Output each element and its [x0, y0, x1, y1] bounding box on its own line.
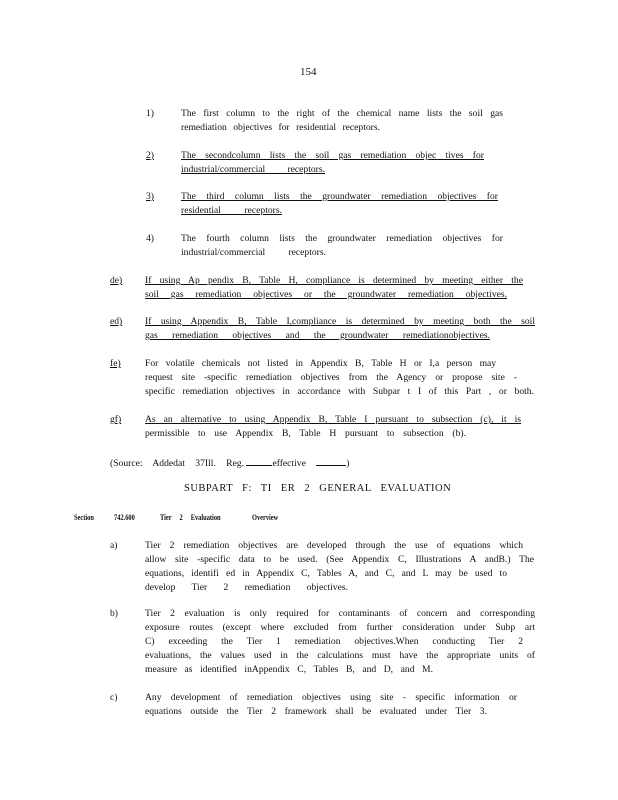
item-label: de)	[110, 275, 123, 286]
effective-date-blank	[316, 456, 346, 466]
item-line: residential receptors.	[181, 205, 282, 216]
item-line: C) exceeding the Tier 1 remediation objectives.When conducting Tier 2	[145, 636, 523, 647]
item-label: a)	[110, 540, 118, 551]
item-line: remediation objectives for residential receptors.	[181, 122, 381, 133]
item-line: The secondcolumn lists the soil gas remediation objec tives for	[181, 150, 484, 161]
source-effective: effective	[272, 458, 306, 469]
item-label: 2)	[146, 150, 154, 161]
item-line: request site -specific remediation objectives from the Agency or propose site -	[145, 372, 517, 383]
item-line: Tier 2 remediation objectives are developed through the use of equations which	[145, 540, 523, 551]
item-label: 4)	[146, 233, 154, 244]
item-line: industrial/commercial receptors.	[181, 164, 325, 175]
item-label: c)	[110, 692, 118, 703]
section-number: 742.600	[114, 513, 135, 522]
item-line: If using Ap pendix B, Table H, compliance is determined by meeting either the	[145, 275, 523, 286]
item-line: soil gas remediation objectives or the groundwater remediation objectives.	[145, 289, 507, 300]
item-line: The fourth column lists the groundwater remediation objectives for	[181, 233, 503, 244]
source-suffix: )	[346, 458, 350, 469]
item-line: specific remediation objectives in accordance with Subpar t I of this Part , or both.	[145, 386, 534, 397]
item-line: industrial/commercial receptors.	[181, 247, 326, 258]
item-label: 1)	[146, 108, 154, 119]
item-line: permissible to use Appendix B, Table H pursuant to subsection (b).	[145, 428, 466, 439]
item-line: exposure routes (except where excluded from further consideration under Subp art	[145, 622, 535, 633]
item-line: As an alternative to using Appendix B, Table I pursuant to subsection (c), it is	[145, 414, 521, 425]
item-label: gf)	[110, 414, 122, 425]
item-line: measure as identified inAppendix C, Tables B, and D, and M.	[145, 664, 433, 675]
item-label: 3)	[146, 191, 154, 202]
item-label: b)	[110, 608, 118, 619]
item-line: equations outside the Tier 2 framework shall be evaluated under Tier 3.	[145, 706, 487, 717]
item-label: ed)	[110, 316, 123, 327]
section-overview: Overview	[252, 513, 279, 522]
item-line: equations, identifi ed in Appendix C, Tables A, and C, and L may be used to	[145, 568, 507, 579]
item-line: The third column lists the groundwater remediation objectives for	[181, 191, 498, 202]
item-line: gas remediation objectives and the groundwater remediationobjectives.	[145, 330, 490, 341]
item-line: The first column to the right of the chemical name lists the soil gas	[181, 108, 503, 119]
item-line: evaluations, the values used in the calculations must have the appropriate units of	[145, 650, 535, 661]
date-blank	[246, 456, 272, 466]
subpart-heading: SUBPART F: TI ER 2 GENERAL EVALUATION	[184, 483, 452, 494]
source-note	[110, 456, 349, 471]
item-line: Any development of remediation objectives using site - specific information or	[145, 692, 517, 703]
section-label: Section	[74, 513, 94, 522]
item-line: If using Appendix B, Table I,compliance is determined by meeting both the soil	[145, 316, 535, 327]
item-line: Tier 2 evaluation is only required for contaminants of concern and corresponding	[145, 608, 535, 619]
source-prefix: (Source: Addedat 37Ill. Reg.	[110, 458, 245, 469]
page-number: 154	[300, 66, 317, 78]
item-line: For volatile chemicals not listed in Appendix B, Table H or I,a person may	[145, 358, 497, 369]
item-line: allow site -specific data to be used. (See Appendix C, Illustrations A andB.) The	[145, 554, 534, 565]
item-label: fe)	[110, 358, 121, 369]
section-title: Tier 2 Evaluation	[160, 513, 221, 522]
item-line: develop Tier 2 remediation objectives.	[145, 582, 348, 593]
